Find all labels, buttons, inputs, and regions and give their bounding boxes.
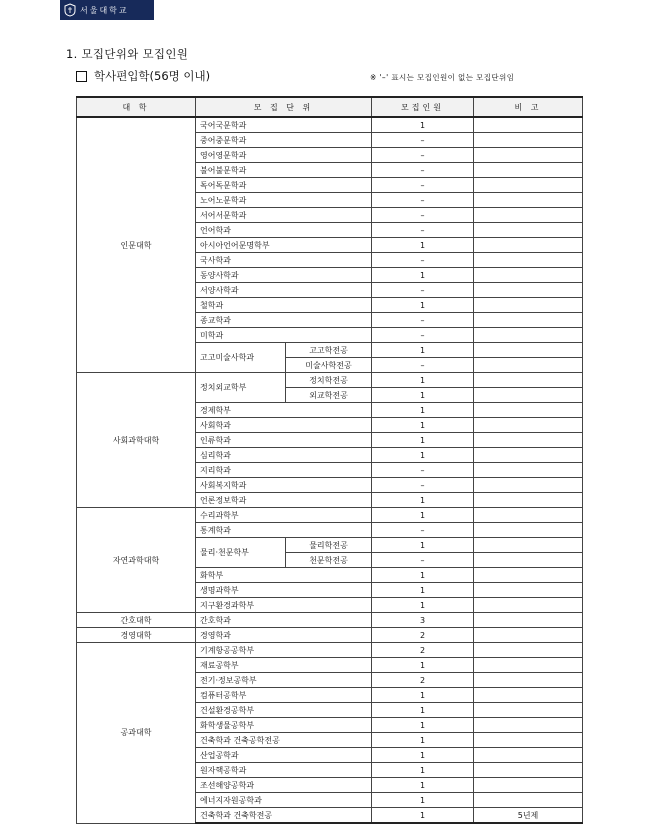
remarks-cell (474, 583, 583, 598)
department-cell: 서어서문학과 (196, 208, 372, 223)
college-cell: 경영대학 (77, 628, 196, 643)
header-college: 대 학 (77, 97, 196, 117)
department-cell: 건설환경공학부 (196, 703, 372, 718)
department-cell: 화학부 (196, 568, 372, 583)
department-cell: 생명과학부 (196, 583, 372, 598)
department-cell: 불어불문학과 (196, 163, 372, 178)
dash-legend-note: ※ '–' 표시는 모집인원이 없는 모집단위임 (370, 73, 515, 82)
quota-cell: 1 (372, 793, 474, 808)
remarks-cell (474, 628, 583, 643)
department-cell: 경제학부 (196, 403, 372, 418)
department-cell: 동양사학과 (196, 268, 372, 283)
remarks-cell (474, 763, 583, 778)
quota-cell: 1 (372, 688, 474, 703)
college-cell: 자연과학대학 (77, 508, 196, 613)
university-emblem-icon (64, 3, 76, 17)
department-cell: 건축학과 건축공학전공 (196, 733, 372, 748)
remarks-cell (474, 403, 583, 418)
quota-cell: – (372, 553, 474, 568)
table-header-row (77, 97, 583, 117)
remarks-cell (474, 793, 583, 808)
quota-cell: 1 (372, 418, 474, 433)
quota-cell: 2 (372, 643, 474, 658)
department-cell: 정치외교학부 (196, 373, 286, 403)
quota-cell: 2 (372, 673, 474, 688)
quota-cell: 1 (372, 763, 474, 778)
remarks-cell (474, 433, 583, 448)
department-cell: 재료공학부 (196, 658, 372, 673)
quota-cell: 1 (372, 538, 474, 553)
major-cell: 미술사학전공 (286, 358, 372, 373)
quota-cell: 1 (372, 493, 474, 508)
department-cell: 언어학과 (196, 223, 372, 238)
remarks-cell (474, 463, 583, 478)
college-cell: 공과대학 (77, 643, 196, 824)
department-cell: 중어중문학과 (196, 133, 372, 148)
quota-cell: 1 (372, 703, 474, 718)
quota-cell: 1 (372, 598, 474, 613)
quota-cell: 1 (372, 388, 474, 403)
remarks-cell: 5년제 (474, 808, 583, 824)
remarks-cell (474, 538, 583, 553)
major-cell: 천문학전공 (286, 553, 372, 568)
remarks-cell (474, 598, 583, 613)
table-body (77, 117, 583, 823)
remarks-cell (474, 148, 583, 163)
department-cell: 컴퓨터공학부 (196, 688, 372, 703)
remarks-cell (474, 313, 583, 328)
remarks-cell (474, 253, 583, 268)
header-quota: 모집인원 (372, 97, 474, 117)
department-cell: 경영학과 (196, 628, 372, 643)
university-logo (60, 0, 154, 20)
remarks-cell (474, 478, 583, 493)
department-cell: 언론정보학과 (196, 493, 372, 508)
remarks-cell (474, 268, 583, 283)
table-row (77, 613, 583, 628)
department-cell: 종교학과 (196, 313, 372, 328)
college-cell: 인문대학 (77, 117, 196, 373)
remarks-cell (474, 688, 583, 703)
quota-cell: 1 (372, 568, 474, 583)
quota-cell: 1 (372, 508, 474, 523)
department-cell: 독어독문학과 (196, 178, 372, 193)
department-cell: 영어영문학과 (196, 148, 372, 163)
header-remarks: 비 고 (474, 97, 583, 117)
table-row (77, 117, 583, 133)
remarks-cell (474, 448, 583, 463)
quota-cell: – (372, 223, 474, 238)
remarks-cell (474, 298, 583, 313)
quota-cell: 1 (372, 373, 474, 388)
remarks-cell (474, 508, 583, 523)
quota-cell: – (372, 193, 474, 208)
remarks-cell (474, 133, 583, 148)
remarks-cell (474, 748, 583, 763)
remarks-cell (474, 613, 583, 628)
remarks-cell (474, 778, 583, 793)
department-cell: 지구환경과학부 (196, 598, 372, 613)
quota-cell: 1 (372, 403, 474, 418)
quota-cell: 1 (372, 583, 474, 598)
quota-cell: – (372, 133, 474, 148)
quota-cell: – (372, 178, 474, 193)
department-cell: 철학과 (196, 298, 372, 313)
table-row (77, 508, 583, 523)
remarks-cell (474, 703, 583, 718)
department-cell: 서양사학과 (196, 283, 372, 298)
department-cell: 사회복지학과 (196, 478, 372, 493)
department-cell: 사회학과 (196, 418, 372, 433)
remarks-cell (474, 328, 583, 343)
department-cell: 노어노문학과 (196, 193, 372, 208)
department-cell: 통계학과 (196, 523, 372, 538)
department-cell: 원자핵공학과 (196, 763, 372, 778)
remarks-cell (474, 418, 583, 433)
department-cell: 미학과 (196, 328, 372, 343)
department-cell: 조선해양공학과 (196, 778, 372, 793)
table-row (77, 373, 583, 388)
department-cell: 인류학과 (196, 433, 372, 448)
quota-cell: – (372, 328, 474, 343)
quota-cell: 1 (372, 808, 474, 824)
remarks-cell (474, 163, 583, 178)
quota-cell: 1 (372, 778, 474, 793)
quota-cell: – (372, 253, 474, 268)
quota-cell: – (372, 208, 474, 223)
header-unit: 모 집 단 위 (196, 97, 372, 117)
quota-cell: – (372, 463, 474, 478)
quota-cell: 1 (372, 298, 474, 313)
remarks-cell (474, 283, 583, 298)
department-cell: 물리·천문학부 (196, 538, 286, 568)
quota-cell: 1 (372, 117, 474, 133)
checkbox-square-icon (76, 71, 87, 82)
admission-quota-table (76, 96, 583, 824)
department-cell: 에너지자원공학과 (196, 793, 372, 808)
remarks-cell (474, 388, 583, 403)
quota-cell: 1 (372, 733, 474, 748)
remarks-cell (474, 208, 583, 223)
quota-cell: – (372, 283, 474, 298)
quota-cell: – (372, 163, 474, 178)
quota-cell: 1 (372, 268, 474, 283)
major-cell: 물리학전공 (286, 538, 372, 553)
quota-cell: 2 (372, 628, 474, 643)
department-cell: 국사학과 (196, 253, 372, 268)
quota-cell: 1 (372, 238, 474, 253)
remarks-cell (474, 553, 583, 568)
department-cell: 전기·정보공학부 (196, 673, 372, 688)
quota-cell: – (372, 358, 474, 373)
section-title: 1. 모집단위와 모집인원 (66, 47, 189, 61)
remarks-cell (474, 673, 583, 688)
major-cell: 고고학전공 (286, 343, 372, 358)
department-cell: 간호학과 (196, 613, 372, 628)
quota-cell: – (372, 313, 474, 328)
remarks-cell (474, 358, 583, 373)
department-cell: 고고미술사학과 (196, 343, 286, 373)
remarks-cell (474, 718, 583, 733)
quota-cell: 1 (372, 448, 474, 463)
major-cell: 외교학전공 (286, 388, 372, 403)
remarks-cell (474, 178, 583, 193)
department-cell: 산업공학과 (196, 748, 372, 763)
department-cell: 아시아언어문명학부 (196, 238, 372, 253)
quota-cell: 1 (372, 433, 474, 448)
logo-text: 서울대학교 (80, 5, 129, 15)
quota-cell: 3 (372, 613, 474, 628)
remarks-cell (474, 373, 583, 388)
quota-cell: – (372, 148, 474, 163)
remarks-cell (474, 568, 583, 583)
quota-cell: – (372, 523, 474, 538)
remarks-cell (474, 658, 583, 673)
table-row (77, 628, 583, 643)
department-cell: 기계항공공학부 (196, 643, 372, 658)
department-cell: 심리학과 (196, 448, 372, 463)
remarks-cell (474, 117, 583, 133)
remarks-cell (474, 643, 583, 658)
quota-cell: 1 (372, 718, 474, 733)
department-cell: 지리학과 (196, 463, 372, 478)
sub-title (76, 68, 210, 84)
remarks-cell (474, 343, 583, 358)
quota-cell: 1 (372, 748, 474, 763)
quota-cell: – (372, 478, 474, 493)
college-cell: 간호대학 (77, 613, 196, 628)
sub-title-text: 학사편입학(56명 이내) (94, 69, 211, 83)
quota-cell: 1 (372, 658, 474, 673)
remarks-cell (474, 523, 583, 538)
department-cell: 건축학과 건축학전공 (196, 808, 372, 824)
remarks-cell (474, 493, 583, 508)
remarks-cell (474, 223, 583, 238)
department-cell: 국어국문학과 (196, 117, 372, 133)
table-row (77, 643, 583, 658)
remarks-cell (474, 238, 583, 253)
remarks-cell (474, 193, 583, 208)
major-cell: 정치학전공 (286, 373, 372, 388)
college-cell: 사회과학대학 (77, 373, 196, 508)
department-cell: 수리과학부 (196, 508, 372, 523)
remarks-cell (474, 733, 583, 748)
department-cell: 화학생물공학부 (196, 718, 372, 733)
quota-cell: 1 (372, 343, 474, 358)
